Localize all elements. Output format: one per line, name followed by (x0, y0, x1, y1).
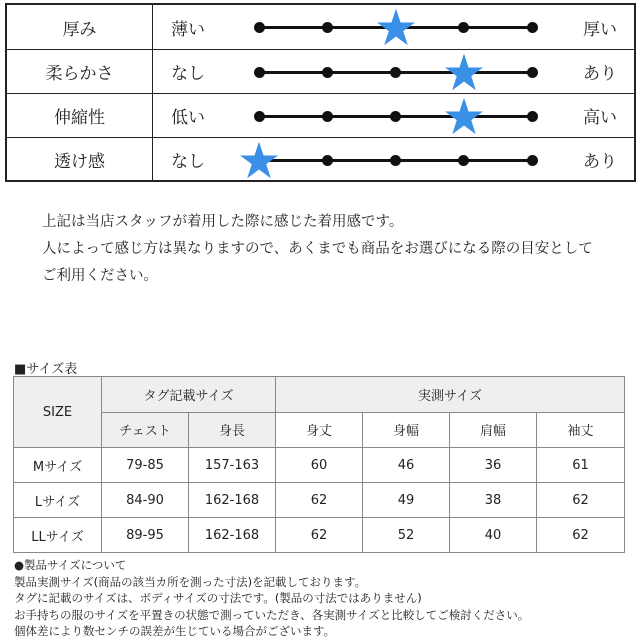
footnote-line: 製品実測サイズ(商品の該当カ所を測った寸法)を記載しております。 (14, 574, 367, 589)
rating-dot (254, 22, 265, 33)
feel-row-softness (7, 49, 634, 93)
sleeve-cell: 61 (537, 448, 625, 483)
feel-row-stretch (7, 93, 634, 137)
feel-right-word: あり (583, 152, 617, 172)
size-header-row (14, 377, 625, 413)
size-cell: Lサイズ (14, 483, 102, 518)
rating-dot (390, 111, 401, 122)
width-cell: 46 (363, 448, 450, 483)
note-line: ご利用ください。 (42, 268, 158, 284)
rating-dot (458, 22, 469, 33)
width-cell: 52 (363, 518, 450, 553)
size-cell: LLサイズ (14, 518, 102, 553)
shoulder-cell: 36 (450, 448, 537, 483)
feel-right-word: 高い (583, 108, 617, 128)
rating-dot (322, 22, 333, 33)
rating-dot (390, 67, 401, 78)
rating-dot (322, 67, 333, 78)
feel-label: 柔らかさ (7, 50, 153, 93)
feel-label: 伸縮性 (7, 94, 153, 137)
column-header: 身長 (189, 412, 276, 448)
feel-label: 透け感 (7, 138, 153, 181)
column-header: 身丈 (276, 412, 363, 448)
size-footnote (14, 557, 529, 640)
rating-track (259, 26, 532, 29)
shoulder-cell: 38 (450, 483, 537, 518)
footnote-line: お手持ちの服のサイズを平置きの状態で測っていただき、各実測サイズと比較してご検討ください。 (14, 607, 530, 622)
rating-dot (390, 155, 401, 166)
rating-track (259, 159, 532, 162)
feel-row-thickness (7, 5, 634, 49)
size-header: SIZE (14, 377, 102, 448)
feel-rating-table (5, 3, 636, 182)
chest-cell: 84-90 (102, 483, 189, 518)
column-header: 身幅 (363, 412, 450, 448)
column-header: チェスト (102, 412, 189, 448)
rating-dot (527, 22, 538, 33)
height-cell: 162-168 (189, 518, 276, 553)
length-cell: 62 (276, 518, 363, 553)
table-row (14, 483, 625, 518)
length-cell: 62 (276, 483, 363, 518)
rating-dot (254, 111, 265, 122)
feel-left-word: 薄い (171, 19, 205, 40)
rating-dot (527, 111, 538, 122)
rating-dot (458, 155, 469, 166)
rating-dot (322, 155, 333, 166)
size-subheader-row (14, 412, 625, 448)
rating-track (259, 71, 532, 74)
table-row (14, 448, 625, 483)
size-cell: Mサイズ (14, 448, 102, 483)
tag-size-header: タグ記載サイズ (102, 377, 276, 413)
feel-label: 厚み (7, 5, 153, 49)
rating-star-icon (240, 141, 278, 179)
feel-right-word: 厚い (583, 19, 617, 40)
footnote-line: 個体差により数センチの誤差が生じている場合がございます。 (14, 624, 336, 638)
rating-dot (322, 111, 333, 122)
feel-left-word: 低い (171, 108, 205, 128)
feel-left-word: なし (171, 152, 205, 172)
rating-star-icon (445, 53, 483, 91)
rating-star-icon (445, 97, 483, 135)
feel-note (42, 209, 593, 290)
rating-dot (527, 67, 538, 78)
size-table-caption: ■サイズ表 (14, 362, 78, 377)
rating-track (259, 115, 532, 118)
shoulder-cell: 40 (450, 518, 537, 553)
size-table (13, 376, 625, 553)
feel-right-word: あり (583, 64, 617, 84)
length-cell: 60 (276, 448, 363, 483)
height-cell: 157-163 (189, 448, 276, 483)
footnote-line: タグに記載のサイズは、ボディサイズの寸法です。(製品の寸法ではありません) (14, 591, 422, 605)
note-line: 人によって感じ方は異なりますので、あくまでも商品をお選びになる際の目安として (42, 241, 593, 257)
actual-size-header: 実測サイズ (276, 377, 625, 413)
rating-dot (527, 155, 538, 166)
chest-cell: 89-95 (102, 518, 189, 553)
sleeve-cell: 62 (537, 483, 625, 518)
chest-cell: 79-85 (102, 448, 189, 483)
sleeve-cell: 62 (537, 518, 625, 553)
footnote-line: ●製品サイズについて (14, 558, 127, 572)
height-cell: 162-168 (189, 483, 276, 518)
width-cell: 49 (363, 483, 450, 518)
feel-row-sheerness (7, 137, 634, 181)
rating-dot (254, 67, 265, 78)
table-row (14, 518, 625, 553)
note-line: 上記は当店スタッフが着用した際に感じた着用感です。 (42, 214, 404, 230)
column-header: 肩幅 (450, 412, 537, 448)
feel-left-word: なし (171, 64, 205, 84)
column-header: 袖丈 (537, 412, 625, 448)
rating-star-icon (377, 8, 415, 46)
